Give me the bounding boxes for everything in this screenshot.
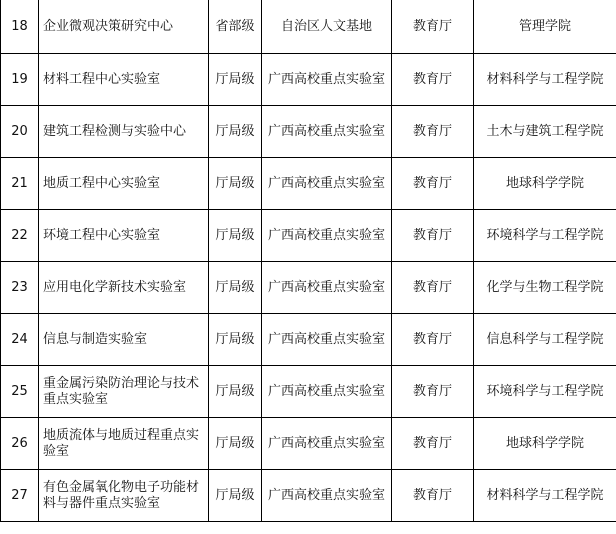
supervising-dept: 教育厅 [392, 210, 474, 262]
lab-type: 广西高校重点实验室 [262, 366, 392, 418]
lab-level: 厅局级 [209, 106, 262, 158]
lab-level: 厅局级 [209, 158, 262, 210]
lab-name: 地质流体与地质过程重点实验室 [39, 418, 209, 470]
college: 材料科学与工程学院 [474, 54, 616, 106]
lab-type: 广西高校重点实验室 [262, 470, 392, 522]
lab-type: 广西高校重点实验室 [262, 54, 392, 106]
supervising-dept: 教育厅 [392, 54, 474, 106]
row-number: 21 [1, 158, 39, 210]
college: 化学与生物工程学院 [474, 262, 616, 314]
table-row [1, 470, 616, 522]
row-number: 23 [1, 262, 39, 314]
row-number: 22 [1, 210, 39, 262]
table-row [1, 158, 616, 210]
college: 环境科学与工程学院 [474, 366, 616, 418]
lab-name: 有色金属氧化物电子功能材料与器件重点实验室 [39, 470, 209, 522]
row-number: 26 [1, 418, 39, 470]
table-row [1, 366, 616, 418]
lab-level: 厅局级 [209, 314, 262, 366]
college: 信息科学与工程学院 [474, 314, 616, 366]
college: 材料科学与工程学院 [474, 470, 616, 522]
lab-name: 企业微观决策研究中心 [39, 0, 209, 54]
supervising-dept: 教育厅 [392, 0, 474, 54]
row-number: 27 [1, 470, 39, 522]
supervising-dept: 教育厅 [392, 106, 474, 158]
lab-type: 广西高校重点实验室 [262, 158, 392, 210]
row-number: 18 [1, 0, 39, 54]
lab-level: 厅局级 [209, 54, 262, 106]
supervising-dept: 教育厅 [392, 470, 474, 522]
row-number: 20 [1, 106, 39, 158]
lab-name: 地质工程中心实验室 [39, 158, 209, 210]
table-row [1, 418, 616, 470]
college: 环境科学与工程学院 [474, 210, 616, 262]
row-number: 25 [1, 366, 39, 418]
lab-type: 广西高校重点实验室 [262, 210, 392, 262]
lab-type: 广西高校重点实验室 [262, 418, 392, 470]
lab-name: 建筑工程检测与实验中心 [39, 106, 209, 158]
row-number: 24 [1, 314, 39, 366]
table-row [1, 106, 616, 158]
lab-type: 广西高校重点实验室 [262, 314, 392, 366]
lab-name: 材料工程中心实验室 [39, 54, 209, 106]
lab-level: 厅局级 [209, 418, 262, 470]
lab-level: 省部级 [209, 0, 262, 54]
lab-type: 广西高校重点实验室 [262, 262, 392, 314]
lab-name: 重金属污染防治理论与技术重点实验室 [39, 366, 209, 418]
lab-type: 自治区人文基地 [262, 0, 392, 54]
supervising-dept: 教育厅 [392, 314, 474, 366]
lab-level: 厅局级 [209, 262, 262, 314]
table-row [1, 210, 616, 262]
supervising-dept: 教育厅 [392, 366, 474, 418]
table-row [1, 0, 616, 54]
college: 土木与建筑工程学院 [474, 106, 616, 158]
lab-name: 应用电化学新技术实验室 [39, 262, 209, 314]
lab-name: 环境工程中心实验室 [39, 210, 209, 262]
lab-level: 厅局级 [209, 210, 262, 262]
table-row [1, 262, 616, 314]
row-number: 19 [1, 54, 39, 106]
lab-level: 厅局级 [209, 366, 262, 418]
lab-level: 厅局级 [209, 470, 262, 522]
college: 管理学院 [474, 0, 616, 54]
college: 地球科学学院 [474, 158, 616, 210]
table-row [1, 314, 616, 366]
table-row [1, 54, 616, 106]
supervising-dept: 教育厅 [392, 418, 474, 470]
lab-type: 广西高校重点实验室 [262, 106, 392, 158]
supervising-dept: 教育厅 [392, 158, 474, 210]
college: 地球科学学院 [474, 418, 616, 470]
lab-name: 信息与制造实验室 [39, 314, 209, 366]
supervising-dept: 教育厅 [392, 262, 474, 314]
